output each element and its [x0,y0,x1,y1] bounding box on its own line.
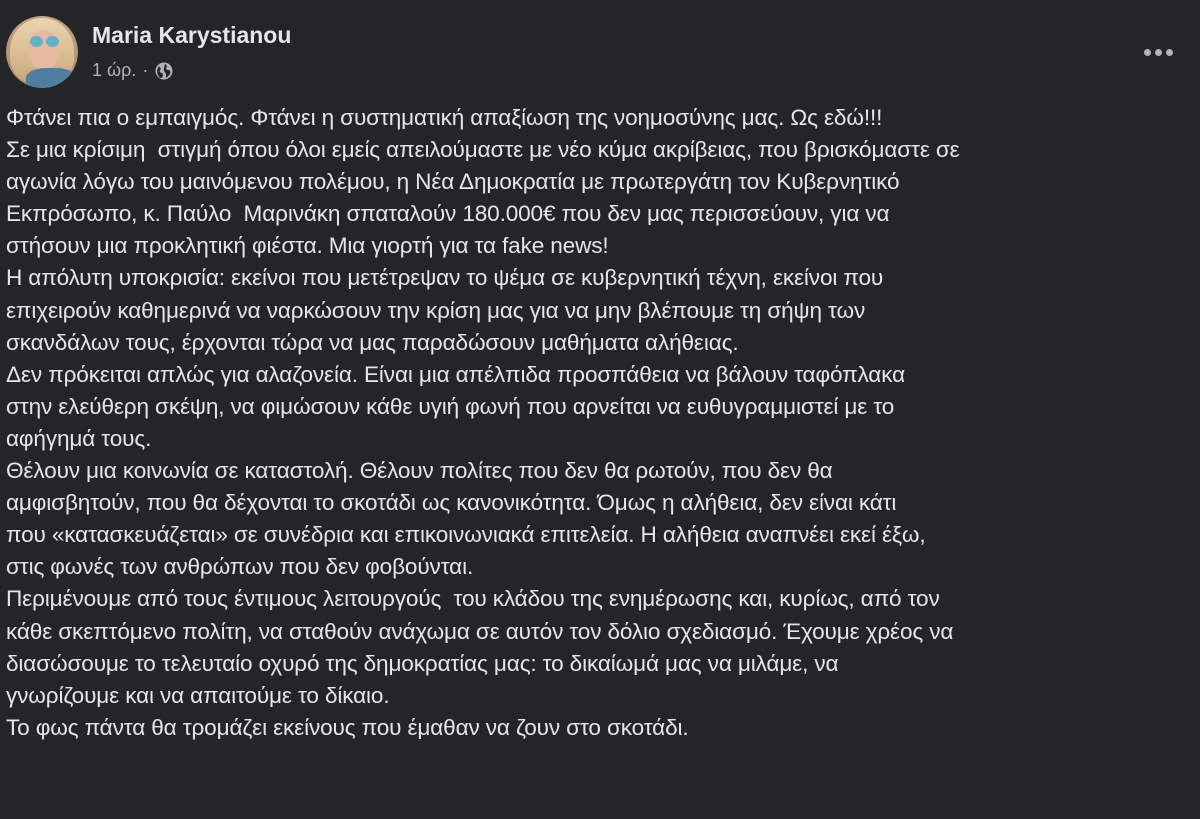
more-dot-icon [1166,49,1173,56]
post-line: γνωρίζουμε και να απαιτούμε το δίκαιο. [6,682,390,708]
post-line: Το φως πάντα θα τρομάζει εκείνους που έμαθαν να ζουν στο σκοτάδι. [6,714,689,740]
post-line: Εκπρόσωπο, κ. Παύλο Μαρινάκη σπαταλούν 180.000€ που δεν μας περισσεύουν, για να [6,201,890,227]
post-line: στην ελεύθερη σκέψη, να φιμώσουν κάθε υγιή φωνή που αρνείται να ευθυγραμμιστεί με το [6,393,895,419]
post-line: Η απόλυτη υποκρισία: εκείνοι που μετέτρεψαν το ψέμα σε κυβερνητική τέχνη, εκείνοι που [6,265,884,291]
post-meta [92,60,174,81]
more-dot-icon [1144,49,1151,56]
post-line: στις φωνές των ανθρώπων που δεν φοβούνται. [6,554,474,580]
post-line: που «κατασκευάζεται» σε συνέδρια και επικοινωνιακά επιτελεία. Η αλήθεια αναπνέει εκεί έξω, [6,522,926,548]
post-line: στήσουν μια προκλητική φιέστα. Μια γιορτή για τα fake news! [6,233,609,259]
globe-icon[interactable] [154,61,174,81]
avatar-glasses-right [46,36,59,47]
post-line: αγωνία λόγω του μαινόμενου πολέμου, η Νέα Δημοκρατία με πρωτεργάτη τον Κυβερνητικό [6,169,900,195]
post-line: Θέλουν μια κοινωνία σε καταστολή. Θέλουν πολίτες που δεν θα ρωτούν, που δεν θα [6,458,833,484]
post-line: αμφισβητούν, που θα δέχονται το σκοτάδι ως κανονικότητα. Όμως η αλήθεια, δεν είναι κάτι [6,490,897,516]
post-line: αφήγημά τους. [6,425,152,451]
post-line: Δεν πρόκειται απλώς για αλαζονεία. Είναι μια απέλπιδα προσπάθεια να βάλουν ταφόπλακα [6,361,906,387]
post-line: Περιμένουμε από τους έντιμους λειτουργούς του κλάδου της ενημέρωσης και, κυρίως, από τον [6,586,940,612]
avatar-glasses-left [30,36,43,47]
more-dot-icon [1155,49,1162,56]
post-line: σκανδάλων τους, έρχονται τώρα να μας παραδώσουν μαθήματα αλήθειας. [6,329,739,355]
post-body-text [6,102,1192,744]
post-line: επιχειρούν καθημερινά να ναρκώσουν την κρίση μας για να μην βλέπουμε τη σήψη των [6,297,866,323]
author-name-link[interactable]: Maria Karystianou [92,22,292,48]
more-options-button[interactable] [1136,38,1180,66]
post-line: διασώσουμε το τελευταίο οχυρό της δημοκρατίας μας: το δικαίωμά μας να μιλάμε, να [6,650,839,676]
post-line: Φτάνει πια ο εμπαιγμός. Φτάνει η συστηματική απαξίωση της νοημοσύνης μας. Ως εδώ!!! [6,105,883,130]
post-line: κάθε σκεπτόμενο πολίτη, να σταθούν ανάχωμα σε αυτόν τον δόλιο σχεδιασμό. Έχουμε χρέος να [6,618,954,644]
post-timestamp[interactable]: 1 ώρ. [92,60,137,80]
meta-separator: · [142,60,149,80]
author-avatar[interactable] [6,16,78,88]
avatar-shirt [26,68,76,88]
post-line: Σε μια κρίσιμη στιγμή όπου όλοι εμείς απειλούμαστε με νέο κύμα ακρίβειας, που βρισκόμαστε σε [6,137,960,163]
post-header [6,14,1200,94]
